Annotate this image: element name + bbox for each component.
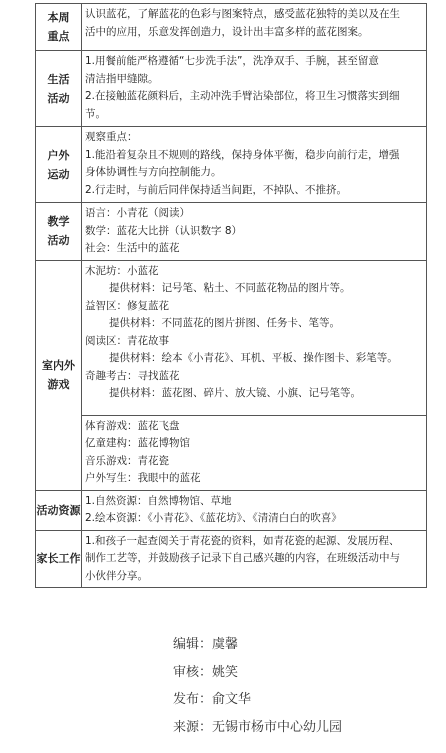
table-row bbox=[36, 4, 427, 51]
weekly-plan-table bbox=[35, 3, 427, 588]
content-line: 数学：蓝花大比拼（认识数字 8） bbox=[85, 224, 243, 237]
content-line: 益智区：修复蓝花 bbox=[85, 299, 169, 312]
row-header-text: 生活 bbox=[47, 72, 70, 86]
article-footer bbox=[173, 632, 342, 742]
table-row bbox=[36, 127, 427, 203]
content-line: 语言：小青花（阅读） bbox=[85, 207, 190, 219]
reviewer-credit: 审核：姚笑 bbox=[173, 664, 239, 680]
row-header-life bbox=[36, 51, 82, 127]
row-header-focus bbox=[36, 4, 82, 51]
content-line: 提供材料：蓝花图、碎片、放大镜、小旗、记号笔等。 bbox=[109, 387, 361, 399]
content-line: 音乐游戏：青花瓷 bbox=[85, 454, 169, 467]
row-header-text: 本周 bbox=[47, 11, 70, 24]
row-content-resources bbox=[82, 490, 427, 530]
content-line: 2.行走时，与前后同伴保持适当间距，不掉队、不推挤。 bbox=[85, 183, 348, 196]
content-line: 木泥坊：小蓝花 bbox=[85, 264, 159, 277]
row-content-games-more bbox=[82, 415, 427, 490]
row-content-games-areas bbox=[82, 260, 427, 415]
row-header-text: 活动资源 bbox=[36, 503, 81, 517]
row-header-text: 教学 bbox=[47, 215, 70, 229]
content-line: 活中的应用，乐意发挥创造力，设计出丰富多样的蓝花图案。 bbox=[85, 25, 369, 38]
row-header-text: 家长工作 bbox=[36, 552, 81, 566]
content-line: 提供材料：记号笔、粘土、不同蓝花物品的图片等。 bbox=[109, 282, 351, 294]
content-line: 2.绘本资源：《小青花》、《蓝花坊》、《清清白白的吹喜》 bbox=[85, 512, 342, 524]
content-line: 户外写生：我眼中的蓝花 bbox=[85, 472, 201, 484]
table-row bbox=[36, 490, 427, 530]
publisher-credit: 发布：俞文华 bbox=[173, 692, 252, 707]
content-line: 1.能沿着复杂且不规则的路线，保持身体平衡，稳步向前行走，增强 bbox=[85, 148, 400, 161]
row-header-text: 活动 bbox=[47, 234, 70, 248]
row-header-text: 重点 bbox=[47, 30, 70, 43]
table-row bbox=[36, 51, 427, 127]
row-header-text: 户外 bbox=[47, 148, 70, 162]
content-line: 提供材料：绘本《小青花》、耳机、平板、操作图卡、彩笔等。 bbox=[109, 352, 398, 364]
row-header-games bbox=[36, 260, 82, 490]
row-header-resources bbox=[36, 490, 82, 530]
row-header-teaching bbox=[36, 203, 82, 261]
row-content-teaching bbox=[82, 203, 427, 261]
content-line: 认识蓝花，了解蓝花的色彩与图案特点，感受蓝花独特的美以及在生 bbox=[85, 8, 400, 20]
source-credit: 来源：无锡市杨市中心幼儿园 bbox=[173, 719, 343, 735]
content-line: 亿童建构：蓝花博物馆 bbox=[85, 437, 190, 449]
table-row bbox=[36, 530, 427, 588]
table-row bbox=[36, 415, 427, 490]
content-line: 观察重点： bbox=[85, 131, 138, 143]
content-line: 身体协调性与方向控制能力。 bbox=[85, 166, 222, 178]
content-line: 1.和孩子一起查阅关于青花瓷的资料，如青花瓷的起源、发展历程、 bbox=[85, 534, 400, 547]
content-line: 体育游戏：蓝花飞盘 bbox=[85, 419, 180, 432]
row-content-focus bbox=[82, 4, 427, 51]
row-header-text: 室内外 bbox=[42, 359, 75, 372]
content-line: 小伙伴分享。 bbox=[85, 569, 148, 582]
content-line: 1.用餐前能严格遵循“七步洗手法”，洗净双手、手腕，甚至留意 bbox=[85, 55, 379, 67]
content-line: 清洁指甲缝隙。 bbox=[85, 72, 159, 85]
table-row bbox=[36, 203, 427, 261]
row-header-text: 运动 bbox=[47, 167, 70, 181]
content-line: 提供材料：不同蓝花的图片拼图、任务卡、笔等。 bbox=[109, 317, 340, 329]
row-header-text: 游戏 bbox=[47, 378, 70, 391]
content-line: 阅读区：青花故事 bbox=[85, 334, 169, 347]
content-line: 2.在接触蓝花颜料后，主动冲洗手臂沾染部位，将卫生习惯落实到细 bbox=[85, 90, 400, 102]
content-line: 社会：生活中的蓝花 bbox=[85, 242, 180, 254]
content-line: 制作工艺等，并鼓励孩子记录下自己感兴趣的内容，在班级活动中与 bbox=[85, 552, 400, 564]
editor-credit: 编辑：虞馨 bbox=[173, 637, 239, 652]
table-row bbox=[36, 260, 427, 415]
row-header-outdoor bbox=[36, 127, 82, 203]
row-header-text: 活动 bbox=[47, 91, 70, 105]
content-line: 节。 bbox=[85, 107, 106, 120]
content-line: 1.自然资源：自然博物馆、草地 bbox=[85, 494, 232, 507]
row-content-parents bbox=[82, 530, 427, 588]
content-line: 奇趣考古：寻找蓝花 bbox=[85, 369, 180, 382]
row-content-outdoor bbox=[82, 127, 427, 203]
row-content-life bbox=[82, 51, 427, 127]
row-header-parents bbox=[36, 530, 82, 588]
